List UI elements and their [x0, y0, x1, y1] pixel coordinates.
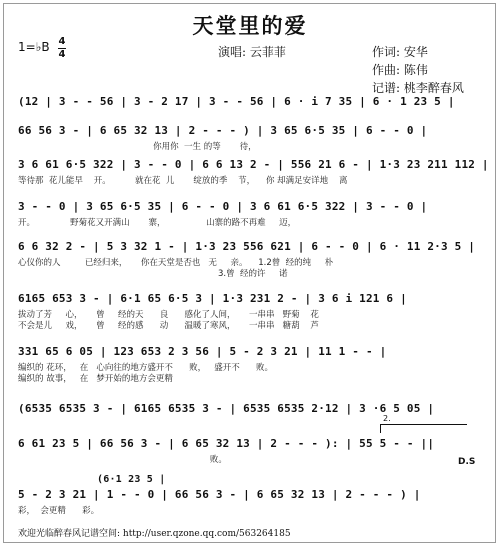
score-notes: 66 56 3 - | 6 65 32 13 | 2 - - - ) | 3 65 6·5 35 | 6 - - 0 |: [18, 124, 428, 137]
score-notes: 6165 653 3 - | 6·1 65 6·5 3 | 1·3 231 2 - | 3 6 i 121 6 |: [18, 292, 407, 305]
dal-segno-mark: D.S: [458, 457, 476, 467]
footer-credit: 欢迎光临醉春风记谱空间: http://user.qzone.qq.com/563264185: [18, 529, 291, 539]
score-lyrics: 心仪你的人 已经归来， 你在天堂是否也 无 亲。 1.2曾 经的纯 朴: [18, 258, 334, 268]
time-signature: [58, 37, 66, 60]
time-bottom: 4: [58, 49, 66, 60]
volta-label: 2.: [383, 414, 391, 423]
score-lyrics: 拔动了芳 心， 曾 经的天 良 感化了人间， 一串串 野菊 花: [18, 310, 319, 320]
song-title: 天堂里的爱: [192, 13, 308, 38]
key-signature: 1=♭B: [18, 40, 50, 54]
score-notes: 331 65 6 05 | 123 653 2 3 56 | 5 - 2 3 21 | 11 1 - - |: [18, 345, 387, 358]
score-lyrics: 等待那 花儿能早 开。 就在花 儿 绽放的季 节， 你 却满足安详地 离: [18, 176, 348, 186]
score-line-7: [0, 345, 500, 385]
score-lyrics-second: 不会是儿 戏， 曾 经的感 动 温暖了寒风， 一串串 糖葫 芦: [18, 321, 319, 331]
score-notes: (6535 6535 3 - | 6165 6535 3 - | 6535 6535 2·12 | 3 ·6 5 05 |: [18, 402, 435, 415]
score-line-3: [0, 158, 500, 198]
score-lyrics: 开。 野菊花又开满山 寨， 山寨的路不再难 迈，: [18, 218, 297, 228]
score-lyrics: 你用你 一生 的等 待，: [18, 142, 257, 152]
score-line-10: [0, 488, 500, 528]
composer-credit: 作曲: 陈伟: [372, 63, 428, 77]
arranger-credit: 记谱: 桃李醉春风: [372, 81, 464, 95]
score-line-5: [0, 240, 500, 280]
score-lyrics: 编织的 花环， 在 心向往的地方盛开不 败， 盛开不 败。: [18, 363, 273, 373]
score-lyrics-second: 编织的 故事， 在 梦开始的地方会更精: [18, 374, 173, 384]
score-line-9: [0, 437, 500, 477]
score-line-6: [0, 292, 500, 332]
lyricist-credit: 作词: 安华: [372, 45, 428, 59]
score-notes: 3 6 61 6·5 322 | 3 - - 0 | 6 6 13 2 - | 556 21 6 - | 1·3 23 211 112 |: [18, 158, 489, 171]
score-line-8: [0, 402, 500, 442]
time-top: 4: [58, 36, 66, 47]
score-line-4: [0, 200, 500, 240]
score-notes: 3 - - 0 | 3 65 6·5 35 | 6 - - 0 | 3 6 61 6·5 322 | 3 - - 0 |: [18, 200, 428, 213]
score-lyrics: 败。: [18, 455, 227, 465]
score-lyrics-second: 3.曾 经的许 诺: [18, 269, 288, 279]
score-lyrics: 彩， 会更精 彩。: [18, 506, 100, 516]
score-notes: 6 6 32 2 - | 5 3 32 1 - | 1·3 23 556 621 | 6 - - 0 | 6 · 11 2·3 5 |: [18, 240, 476, 253]
singer-credit: 演唱: 云菲菲: [218, 45, 286, 59]
score-notes: 5 - 2 3 21 | 1 - - 0 | 66 56 3 - | 6 65 32 13 | 2 - - - ) |: [18, 488, 421, 501]
score-notes: (12 | 3 - - 56 | 3 - 2 17 | 3 - - 56 | 6 · i 7 35 | 6 · 1 23 5 |: [18, 95, 455, 108]
coda-intro-notes: (6·1 23 5 |: [97, 474, 166, 485]
score-notes: 6 61 23 5 | 66 56 3 - | 6 65 32 13 | 2 - - - ): | 55 5 - - ||: [18, 437, 435, 450]
second-ending-bracket: [380, 414, 467, 433]
